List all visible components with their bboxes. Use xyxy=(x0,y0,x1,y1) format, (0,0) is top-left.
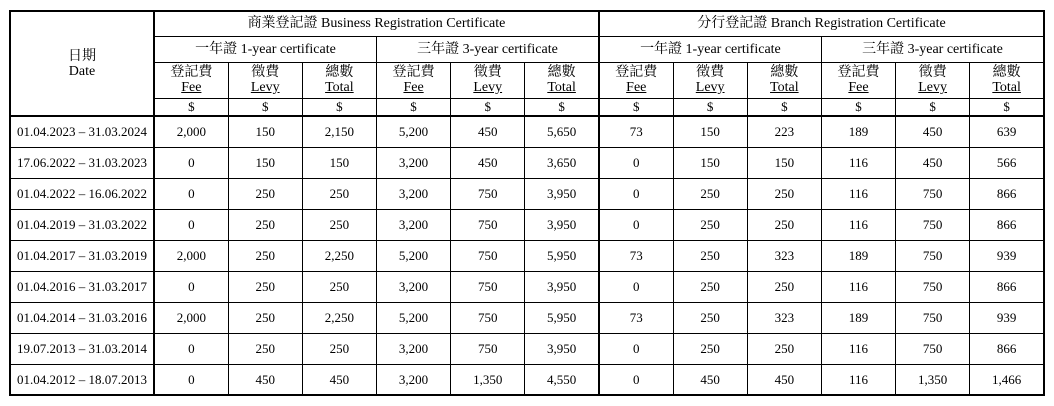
value-cell: 2,250 xyxy=(302,240,376,271)
value-cell: 116 xyxy=(821,271,895,302)
value-cell: 150 xyxy=(673,147,747,178)
value-cell: 750 xyxy=(896,178,970,209)
value-cell: 0 xyxy=(599,147,673,178)
levy-header-en: Levy xyxy=(250,80,280,95)
value-cell: 116 xyxy=(821,209,895,240)
value-cell: 3,950 xyxy=(525,209,599,240)
value-cell: 2,150 xyxy=(302,116,376,147)
currency-unit: $ xyxy=(228,98,302,116)
value-cell: 750 xyxy=(896,240,970,271)
value-cell: 5,650 xyxy=(525,116,599,147)
currency-unit: $ xyxy=(747,98,821,116)
levy-header-en: Levy xyxy=(695,80,725,95)
levy-column-header xyxy=(673,62,747,98)
currency-unit: $ xyxy=(525,98,599,116)
currency-unit: $ xyxy=(599,98,673,116)
table-row xyxy=(10,271,1044,302)
business-1-year-header: 一年證 1-year certificate xyxy=(154,36,376,62)
fee-header-zh: 登記費 xyxy=(837,65,880,80)
table-row xyxy=(10,178,1044,209)
value-cell: 3,950 xyxy=(525,271,599,302)
value-cell: 750 xyxy=(451,333,525,364)
total-header-en: Total xyxy=(992,80,1021,95)
value-cell: 250 xyxy=(673,209,747,240)
value-cell: 0 xyxy=(154,271,228,302)
value-cell: 3,200 xyxy=(376,364,450,395)
fee-header-en: Fee xyxy=(181,80,202,95)
total-column-header xyxy=(970,62,1044,98)
value-cell: 450 xyxy=(451,147,525,178)
value-cell: 939 xyxy=(970,302,1044,333)
levy-column-header xyxy=(896,62,970,98)
value-cell: 0 xyxy=(599,333,673,364)
total-header-en: Total xyxy=(547,80,576,95)
table-row xyxy=(10,116,1044,147)
levy-header-zh: 徵費 xyxy=(918,65,947,80)
value-cell: 750 xyxy=(896,333,970,364)
fee-column-header xyxy=(599,62,673,98)
branch-1-year-header: 一年證 1-year certificate xyxy=(599,36,821,62)
fee-header-en: Fee xyxy=(403,80,424,95)
value-cell: 3,950 xyxy=(525,333,599,364)
currency-unit: $ xyxy=(451,98,525,116)
levy-column-header xyxy=(451,62,525,98)
value-cell: 3,200 xyxy=(376,209,450,240)
total-header-zh: 總數 xyxy=(547,65,576,80)
fee-header-en: Fee xyxy=(848,80,869,95)
value-cell: 250 xyxy=(747,178,821,209)
value-cell: 0 xyxy=(154,364,228,395)
value-cell: 150 xyxy=(302,147,376,178)
value-cell: 0 xyxy=(154,178,228,209)
levy-header-zh: 徵費 xyxy=(473,65,502,80)
value-cell: 450 xyxy=(302,364,376,395)
currency-unit: $ xyxy=(154,98,228,116)
table-header xyxy=(10,11,1044,116)
value-cell: 1,466 xyxy=(970,364,1044,395)
value-cell: 866 xyxy=(970,333,1044,364)
value-cell: 3,200 xyxy=(376,147,450,178)
value-cell: 250 xyxy=(673,240,747,271)
value-cell: 566 xyxy=(970,147,1044,178)
value-cell: 250 xyxy=(228,209,302,240)
value-cell: 116 xyxy=(821,178,895,209)
total-header-en: Total xyxy=(770,80,799,95)
value-cell: 750 xyxy=(451,178,525,209)
value-cell: 3,200 xyxy=(376,178,450,209)
value-cell: 2,250 xyxy=(302,302,376,333)
levy-header-en: Levy xyxy=(473,80,503,95)
business-registration-header: 商業登記證 Business Registration Certificate xyxy=(154,11,599,36)
value-cell: 2,000 xyxy=(154,116,228,147)
value-cell: 5,200 xyxy=(376,116,450,147)
value-cell: 250 xyxy=(228,271,302,302)
value-cell: 0 xyxy=(154,147,228,178)
levy-column-header xyxy=(228,62,302,98)
branch-registration-header: 分行登記證 Branch Registration Certificate xyxy=(599,11,1044,36)
value-cell: 250 xyxy=(228,333,302,364)
total-header-zh: 總數 xyxy=(325,65,354,80)
currency-unit: $ xyxy=(376,98,450,116)
value-cell: 323 xyxy=(747,240,821,271)
table-body xyxy=(10,116,1044,395)
fee-column-header xyxy=(376,62,450,98)
levy-header-zh: 徵費 xyxy=(696,65,725,80)
value-cell: 0 xyxy=(599,178,673,209)
value-cell: 450 xyxy=(673,364,747,395)
value-cell: 0 xyxy=(599,364,673,395)
date-header-en: Date xyxy=(68,63,96,79)
branch-3-year-header: 三年證 3-year certificate xyxy=(821,36,1044,62)
value-cell: 5,200 xyxy=(376,302,450,333)
value-cell: 250 xyxy=(673,333,747,364)
value-cell: 3,950 xyxy=(525,178,599,209)
value-cell: 5,200 xyxy=(376,240,450,271)
value-cell: 3,200 xyxy=(376,271,450,302)
value-cell: 250 xyxy=(302,178,376,209)
value-cell: 250 xyxy=(228,178,302,209)
table-row xyxy=(10,333,1044,364)
date-range-cell: 19.07.2013 – 31.03.2014 xyxy=(10,333,154,364)
total-header-en: Total xyxy=(325,80,354,95)
value-cell: 250 xyxy=(747,271,821,302)
value-cell: 939 xyxy=(970,240,1044,271)
value-cell: 189 xyxy=(821,240,895,271)
value-cell: 150 xyxy=(747,147,821,178)
value-cell: 116 xyxy=(821,333,895,364)
value-cell: 750 xyxy=(451,302,525,333)
value-cell: 750 xyxy=(896,209,970,240)
value-cell: 250 xyxy=(302,333,376,364)
currency-unit: $ xyxy=(302,98,376,116)
registration-fee-table xyxy=(9,10,1045,396)
fee-header-zh: 登記費 xyxy=(170,65,213,80)
value-cell: 250 xyxy=(302,209,376,240)
value-cell: 250 xyxy=(747,333,821,364)
value-cell: 250 xyxy=(673,178,747,209)
value-cell: 750 xyxy=(451,240,525,271)
value-cell: 750 xyxy=(451,209,525,240)
date-column-header xyxy=(10,11,154,116)
value-cell: 2,000 xyxy=(154,240,228,271)
table-row xyxy=(10,364,1044,395)
value-cell: 3,650 xyxy=(525,147,599,178)
date-range-cell: 01.04.2023 – 31.03.2024 xyxy=(10,116,154,147)
value-cell: 450 xyxy=(451,116,525,147)
value-cell: 450 xyxy=(747,364,821,395)
table-row xyxy=(10,240,1044,271)
value-cell: 3,200 xyxy=(376,333,450,364)
value-cell: 0 xyxy=(599,209,673,240)
date-range-cell: 01.04.2016 – 31.03.2017 xyxy=(10,271,154,302)
value-cell: 150 xyxy=(673,116,747,147)
total-column-header xyxy=(747,62,821,98)
levy-header-en: Levy xyxy=(918,80,948,95)
value-cell: 450 xyxy=(896,147,970,178)
value-cell: 750 xyxy=(896,302,970,333)
value-cell: 73 xyxy=(599,240,673,271)
value-cell: 1,350 xyxy=(451,364,525,395)
date-range-cell: 01.04.2014 – 31.03.2016 xyxy=(10,302,154,333)
levy-header-zh: 徵費 xyxy=(251,65,280,80)
value-cell: 73 xyxy=(599,302,673,333)
value-cell: 250 xyxy=(747,209,821,240)
fee-header-en: Fee xyxy=(626,80,647,95)
value-cell: 223 xyxy=(747,116,821,147)
total-column-header xyxy=(525,62,599,98)
value-cell: 450 xyxy=(896,116,970,147)
value-cell: 116 xyxy=(821,147,895,178)
total-header-zh: 總數 xyxy=(992,65,1021,80)
currency-unit: $ xyxy=(821,98,895,116)
date-range-cell: 01.04.2019 – 31.03.2022 xyxy=(10,209,154,240)
date-range-cell: 01.04.2022 – 16.06.2022 xyxy=(10,178,154,209)
currency-unit: $ xyxy=(896,98,970,116)
value-cell: 0 xyxy=(154,333,228,364)
value-cell: 2,000 xyxy=(154,302,228,333)
value-cell: 866 xyxy=(970,209,1044,240)
value-cell: 73 xyxy=(599,116,673,147)
value-cell: 639 xyxy=(970,116,1044,147)
currency-unit: $ xyxy=(970,98,1044,116)
value-cell: 5,950 xyxy=(525,302,599,333)
value-cell: 150 xyxy=(228,116,302,147)
fee-header-zh: 登記費 xyxy=(615,65,658,80)
fee-header-zh: 登記費 xyxy=(392,65,435,80)
date-header-zh: 日期 xyxy=(68,48,96,64)
table-row xyxy=(10,147,1044,178)
table-row xyxy=(10,302,1044,333)
value-cell: 4,550 xyxy=(525,364,599,395)
table-row xyxy=(10,209,1044,240)
fee-column-header xyxy=(154,62,228,98)
total-header-zh: 總數 xyxy=(770,65,799,80)
value-cell: 323 xyxy=(747,302,821,333)
value-cell: 189 xyxy=(821,116,895,147)
value-cell: 750 xyxy=(896,271,970,302)
value-cell: 866 xyxy=(970,178,1044,209)
fee-column-header xyxy=(821,62,895,98)
value-cell: 250 xyxy=(673,271,747,302)
value-cell: 750 xyxy=(451,271,525,302)
value-cell: 189 xyxy=(821,302,895,333)
value-cell: 150 xyxy=(228,147,302,178)
date-range-cell: 01.04.2012 – 18.07.2013 xyxy=(10,364,154,395)
value-cell: 0 xyxy=(599,271,673,302)
currency-unit: $ xyxy=(673,98,747,116)
value-cell: 866 xyxy=(970,271,1044,302)
value-cell: 250 xyxy=(228,240,302,271)
value-cell: 116 xyxy=(821,364,895,395)
value-cell: 250 xyxy=(673,302,747,333)
value-cell: 250 xyxy=(302,271,376,302)
value-cell: 0 xyxy=(154,209,228,240)
business-3-year-header: 三年證 3-year certificate xyxy=(376,36,598,62)
date-range-cell: 17.06.2022 – 31.03.2023 xyxy=(10,147,154,178)
value-cell: 1,350 xyxy=(896,364,970,395)
value-cell: 250 xyxy=(228,302,302,333)
value-cell: 450 xyxy=(228,364,302,395)
total-column-header xyxy=(302,62,376,98)
date-range-cell: 01.04.2017 – 31.03.2019 xyxy=(10,240,154,271)
value-cell: 5,950 xyxy=(525,240,599,271)
